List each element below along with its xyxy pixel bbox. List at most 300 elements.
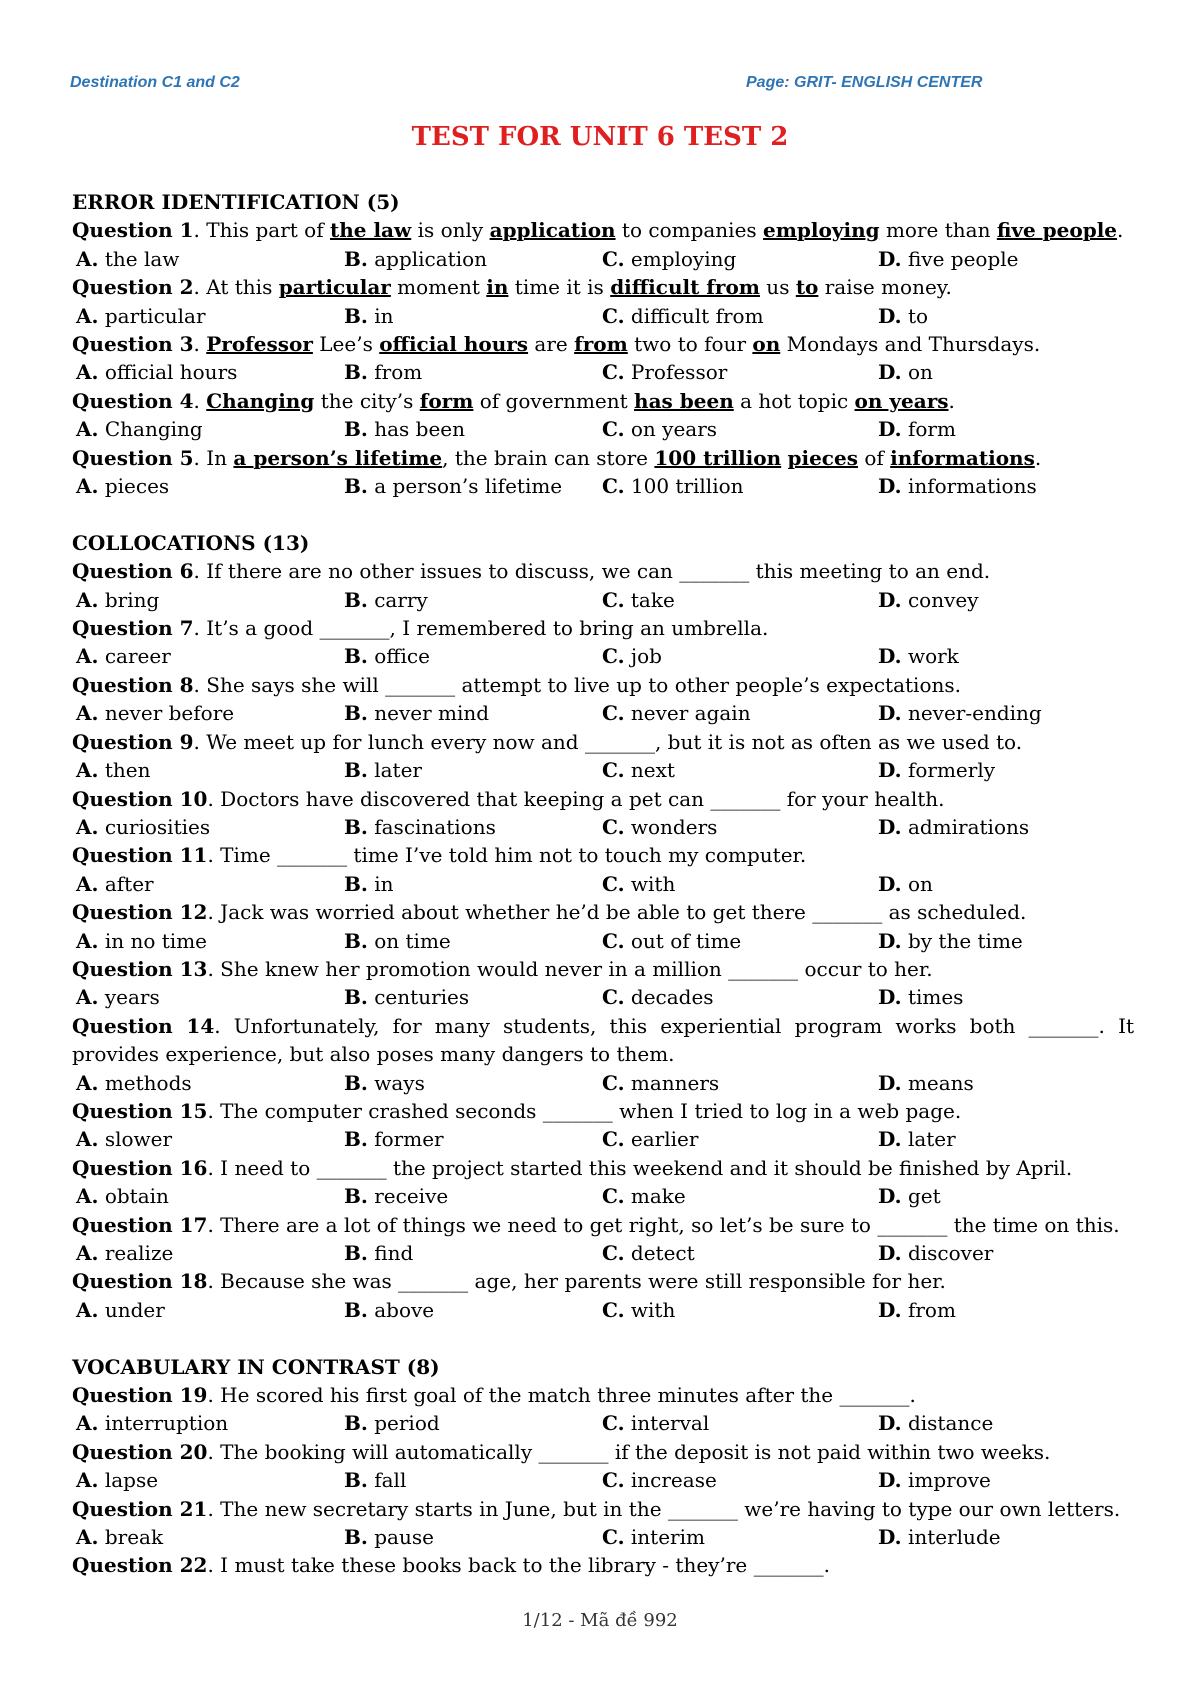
underlined-segment: on years [854, 388, 949, 413]
answer-option [878, 870, 1128, 898]
question-stem [72, 1267, 1134, 1295]
question-stem [72, 1495, 1134, 1523]
option-text: in [367, 871, 394, 896]
question-text: us [759, 275, 796, 300]
answer-options [72, 1239, 1134, 1267]
option-text: lapse [98, 1468, 159, 1493]
answer-option [72, 415, 344, 443]
question-stem [72, 1381, 1134, 1409]
answer-option [602, 927, 878, 955]
question-stem [72, 1551, 1134, 1579]
option-key: B. [344, 758, 368, 783]
option-text: never again [624, 701, 751, 726]
option-key: A. [76, 1184, 99, 1209]
option-text: then [98, 758, 151, 783]
question-stem [72, 671, 1134, 699]
underlined-segment: difficult from [610, 275, 760, 300]
option-key: D. [878, 871, 902, 896]
answer-option [878, 1523, 1128, 1551]
question-label: Question 21 [72, 1496, 208, 1521]
question-text: . [1034, 445, 1042, 470]
option-text: obtain [98, 1184, 169, 1209]
option-key: B. [344, 1411, 368, 1436]
answer-option [344, 756, 602, 784]
option-key: A. [76, 1411, 99, 1436]
option-key: B. [344, 1070, 368, 1095]
answer-option [878, 302, 1128, 330]
answer-option [878, 1182, 1128, 1210]
answer-option [72, 358, 344, 386]
question-text: . Unfortunately, for many students, this experiential program works both _______. It provides experience, but also poses many dangers to them. [72, 1013, 1135, 1067]
option-text: detect [624, 1241, 695, 1266]
answer-option [344, 983, 602, 1011]
option-text: by the time [901, 928, 1023, 953]
option-key: C. [602, 1070, 625, 1095]
answer-option [72, 642, 344, 670]
answer-option [72, 472, 344, 500]
option-text: pause [367, 1525, 434, 1550]
option-key: B. [344, 1525, 368, 1550]
answer-options [72, 642, 1134, 670]
option-key: B. [344, 1184, 368, 1209]
option-key: A. [76, 1297, 99, 1322]
option-key: A. [76, 246, 99, 271]
answer-option [878, 813, 1128, 841]
option-text: bring [98, 587, 160, 612]
answer-option [602, 1409, 878, 1437]
answer-option [72, 756, 344, 784]
option-key: C. [602, 985, 625, 1010]
option-key: C. [602, 1411, 625, 1436]
option-key: D. [878, 701, 902, 726]
answer-options [72, 245, 1134, 273]
option-key: C. [602, 871, 625, 896]
answer-option [344, 1182, 602, 1210]
option-key: B. [344, 303, 368, 328]
question-text: . [193, 332, 207, 357]
option-key: C. [602, 644, 625, 669]
option-text: on [901, 871, 933, 896]
answer-option [344, 1409, 602, 1437]
question-text: . We meet up for lunch every now and _______, but it is not as often as we used to. [193, 729, 1023, 754]
option-key: C. [602, 701, 625, 726]
answer-option [72, 870, 344, 898]
question-text: to companies [615, 218, 764, 243]
option-text: the law [98, 246, 180, 271]
option-key: B. [344, 871, 368, 896]
option-key: D. [878, 814, 902, 839]
underlined-segment: form [419, 388, 474, 413]
answer-option [344, 415, 602, 443]
answer-option [72, 1296, 344, 1324]
option-key: A. [76, 644, 99, 669]
answer-option [602, 1466, 878, 1494]
answer-option [344, 1523, 602, 1551]
option-key: B. [344, 644, 368, 669]
answer-option [878, 1125, 1128, 1153]
option-key: D. [878, 1525, 902, 1550]
option-key: A. [76, 587, 99, 612]
answer-option [878, 927, 1128, 955]
question-text: . The new secretary starts in June, but in the _______ we’re having to type our own letters. [207, 1496, 1121, 1521]
underlined-segment: particular [278, 275, 391, 300]
answer-option [72, 1239, 344, 1267]
option-text: never-ending [901, 701, 1042, 726]
underlined-segment: in [486, 275, 509, 300]
section-heading: ERROR IDENTIFICATION (5) [72, 190, 400, 214]
answer-option [602, 1182, 878, 1210]
underlined-segment: Changing [206, 388, 315, 413]
question-stem [72, 955, 1134, 983]
question-text: of [857, 445, 891, 470]
option-text: fascinations [367, 814, 496, 839]
option-text: take [624, 587, 675, 612]
question-text: . [1117, 218, 1124, 243]
answer-option [344, 927, 602, 955]
answer-option [602, 642, 878, 670]
question-stem [72, 387, 1134, 415]
question-stem [72, 1154, 1134, 1182]
question-text: . It’s a good _______, I remembered to bring an umbrella. [193, 616, 769, 641]
answer-option [878, 756, 1128, 784]
option-text: official hours [98, 360, 238, 385]
question-label: Question 7 [72, 616, 194, 641]
underlined-segment: application [489, 218, 616, 243]
option-key: D. [878, 1127, 902, 1152]
option-text: office [367, 644, 430, 669]
answer-option [602, 756, 878, 784]
option-key: A. [76, 417, 99, 442]
option-text: on years [624, 417, 718, 442]
option-key: A. [76, 701, 99, 726]
option-text: employing [624, 246, 737, 271]
option-text: application [367, 246, 488, 271]
option-key: D. [878, 303, 902, 328]
option-key: D. [878, 1184, 902, 1209]
option-key: D. [878, 587, 902, 612]
answer-options [72, 1466, 1134, 1494]
answer-option [72, 927, 344, 955]
header-left: Destination C1 and C2 [70, 74, 240, 91]
question-text: time it is [508, 275, 611, 300]
question-stem [72, 1438, 1134, 1466]
option-text: increase [624, 1468, 717, 1493]
option-text: particular [98, 303, 206, 328]
option-text: later [367, 758, 422, 783]
question-text: . Jack was worried about whether he’d be able to get there _______ as scheduled. [207, 900, 1027, 925]
answer-option [72, 1182, 344, 1210]
question-text: of government [473, 388, 635, 413]
question-text: . This part of [193, 218, 330, 243]
answer-options [72, 1125, 1134, 1153]
question-label: Question 1 [72, 218, 194, 243]
option-key: B. [344, 417, 368, 442]
option-text: Professor [624, 360, 728, 385]
question-label: Question 2 [72, 275, 194, 300]
question-stem [72, 1097, 1134, 1125]
question-stem [72, 841, 1134, 869]
question-label: Question 11 [72, 843, 208, 868]
option-key: C. [602, 1297, 625, 1322]
option-key: B. [344, 701, 368, 726]
answer-options [72, 358, 1134, 386]
underlined-segment: five people [996, 218, 1118, 243]
option-key: A. [76, 1241, 99, 1266]
question-label: Question 4 [72, 388, 194, 413]
answer-option [344, 472, 602, 500]
option-key: B. [344, 587, 368, 612]
option-text: with [624, 871, 676, 896]
option-key: A. [76, 871, 99, 896]
option-key: B. [344, 1468, 368, 1493]
section-heading: COLLOCATIONS (13) [72, 530, 310, 555]
option-text: make [624, 1184, 686, 1209]
question-stem [72, 614, 1134, 642]
answer-option [878, 415, 1128, 443]
option-text: Changing [98, 417, 203, 442]
option-text: period [367, 1411, 440, 1436]
answer-option [344, 586, 602, 614]
option-key: D. [878, 1241, 902, 1266]
answer-option [72, 1069, 344, 1097]
answer-option [72, 1466, 344, 1494]
option-key: C. [602, 814, 625, 839]
answer-options [72, 813, 1134, 841]
answer-options [72, 870, 1134, 898]
answer-option [602, 1523, 878, 1551]
option-key: D. [878, 928, 902, 953]
answer-option [602, 415, 878, 443]
option-key: A. [76, 360, 99, 385]
answer-options [72, 1182, 1134, 1210]
option-key: C. [602, 928, 625, 953]
option-key: D. [878, 1070, 902, 1095]
option-text: carry [367, 587, 428, 612]
option-key: A. [76, 474, 99, 499]
underlined-segment: 100 trillion [654, 445, 782, 470]
question-text: more than [879, 218, 997, 243]
question-text: . At this [193, 275, 279, 300]
question-label: Question 10 [72, 786, 208, 811]
option-key: B. [344, 985, 368, 1010]
option-text: interim [624, 1525, 705, 1550]
answer-option [344, 1296, 602, 1324]
option-text: never before [98, 701, 235, 726]
answer-option [878, 245, 1128, 273]
answer-option [602, 302, 878, 330]
option-text: 100 trillion [624, 474, 744, 499]
underlined-segment: pieces [787, 445, 858, 470]
option-text: realize [98, 1241, 174, 1266]
answer-option [344, 1466, 602, 1494]
option-text: break [98, 1525, 164, 1550]
option-key: D. [878, 246, 902, 271]
answer-options [72, 983, 1134, 1011]
option-text: centuries [367, 985, 470, 1010]
answer-option [72, 302, 344, 330]
option-key: B. [344, 1127, 368, 1152]
option-key: B. [344, 246, 368, 271]
option-key: B. [344, 474, 368, 499]
answer-options [72, 756, 1134, 784]
option-key: C. [602, 1525, 625, 1550]
question-text: . Doctors have discovered that keeping a pet can _______ for your health. [207, 786, 945, 811]
option-key: B. [344, 1241, 368, 1266]
option-text: find [367, 1241, 414, 1266]
option-text: distance [901, 1411, 994, 1436]
question-text: Mondays and Thursdays. [780, 332, 1041, 357]
answer-options [72, 472, 1134, 500]
section-spacer [72, 1324, 1134, 1352]
question-label: Question 9 [72, 729, 194, 754]
option-text: times [901, 985, 964, 1010]
answer-option [602, 472, 878, 500]
question-stem [72, 1211, 1134, 1239]
answer-options [72, 927, 1134, 955]
answer-option [602, 586, 878, 614]
answer-option [878, 1409, 1128, 1437]
question-label: Question 13 [72, 956, 208, 981]
option-text: years [98, 985, 160, 1010]
option-text: a person’s lifetime [367, 474, 563, 499]
question-text: . In [193, 445, 234, 470]
option-key: C. [602, 360, 625, 385]
question-text: . There are a lot of things we need to get right, so let’s be sure to _______ the time on this. [207, 1212, 1120, 1237]
option-text: has been [367, 417, 466, 442]
option-key: D. [878, 1411, 902, 1436]
answer-option [878, 1466, 1128, 1494]
answer-option [344, 358, 602, 386]
answer-options [72, 302, 1134, 330]
option-text: out of time [624, 928, 742, 953]
answer-options [72, 586, 1134, 614]
question-label: Question 17 [72, 1212, 208, 1237]
question-label: Question 20 [72, 1439, 208, 1464]
option-key: C. [602, 246, 625, 271]
underlined-segment: employing [763, 218, 880, 243]
option-key: A. [76, 1468, 99, 1493]
option-text: former [367, 1127, 444, 1152]
answer-option [878, 586, 1128, 614]
option-text: with [624, 1297, 676, 1322]
option-text: after [98, 871, 154, 896]
page-title: TEST FOR UNIT 6 TEST 2 [411, 122, 789, 152]
underlined-segment: the law [329, 218, 412, 243]
answer-option [344, 699, 602, 727]
question-label: Question 5 [72, 445, 194, 470]
question-stem [72, 898, 1134, 926]
option-text: in [367, 303, 394, 328]
answer-option [878, 983, 1128, 1011]
answer-option [602, 983, 878, 1011]
option-text: five people [901, 246, 1019, 271]
question-label: Question 19 [72, 1383, 208, 1408]
underlined-segment: has been [634, 388, 734, 413]
answer-option [878, 699, 1128, 727]
option-text: from [901, 1297, 956, 1322]
option-key: C. [602, 1127, 625, 1152]
answer-option [72, 586, 344, 614]
option-text: later [901, 1127, 956, 1152]
option-key: D. [878, 474, 902, 499]
answer-option [72, 1523, 344, 1551]
option-text: interval [624, 1411, 710, 1436]
answer-option [878, 1296, 1128, 1324]
question-label: Question 16 [72, 1155, 208, 1180]
option-text: curiosities [98, 814, 211, 839]
option-text: never mind [367, 701, 490, 726]
option-text: receive [367, 1184, 449, 1209]
answer-option [602, 813, 878, 841]
option-key: D. [878, 985, 902, 1010]
section-heading: VOCABULARY IN CONTRAST (8) [72, 1354, 440, 1379]
answer-option [72, 813, 344, 841]
answer-options [72, 415, 1134, 443]
answer-option [344, 813, 602, 841]
option-text: decades [624, 985, 714, 1010]
answer-options [72, 699, 1134, 727]
option-text: slower [98, 1127, 173, 1152]
question-text: . [948, 388, 955, 413]
answer-option [602, 1239, 878, 1267]
question-label: Question 15 [72, 1098, 208, 1123]
option-key: D. [878, 360, 902, 385]
answer-option [72, 699, 344, 727]
question-text: . He scored his first goal of the match three minutes after the _______. [207, 1383, 916, 1408]
question-label: Question 12 [72, 900, 208, 925]
option-text: job [624, 644, 662, 669]
question-text: . Time _______ time I’ve told him not to touch my computer. [207, 843, 807, 868]
option-text: fall [367, 1468, 407, 1493]
question-text: . I must take these books back to the library - they’re _______. [207, 1553, 830, 1578]
option-text: in no time [98, 928, 207, 953]
section-spacer [72, 500, 1134, 528]
header-right: Page: GRIT- ENGLISH CENTER [746, 74, 983, 91]
option-text: from [367, 360, 423, 385]
question-label: Question 14 [72, 1013, 215, 1038]
option-key: B. [344, 1297, 368, 1322]
option-text: discover [901, 1241, 994, 1266]
question-stem [72, 785, 1134, 813]
answer-option [602, 1296, 878, 1324]
question-text: . She knew her promotion would never in a million _______ occur to her. [207, 956, 933, 981]
option-key: C. [602, 758, 625, 783]
option-text: informations [901, 474, 1037, 499]
answer-option [602, 699, 878, 727]
answer-option [344, 302, 602, 330]
option-key: A. [76, 1070, 99, 1095]
answer-option [602, 358, 878, 386]
question-text: Lee’s [312, 332, 380, 357]
question-stem [72, 216, 1134, 244]
question-text: is only [411, 218, 490, 243]
option-key: B. [344, 360, 368, 385]
option-text: formerly [901, 758, 996, 783]
answer-option [602, 1069, 878, 1097]
underlined-segment: from [574, 332, 628, 357]
option-text: interlude [901, 1525, 1001, 1550]
question-text: . I need to _______ the project started this weekend and it should be finished by April. [207, 1155, 1073, 1180]
option-key: A. [76, 928, 99, 953]
option-key: D. [878, 644, 902, 669]
option-text: to [901, 303, 929, 328]
underlined-segment: a person’s lifetime [233, 445, 443, 470]
answer-option [72, 245, 344, 273]
option-text: interruption [98, 1411, 229, 1436]
option-text: means [901, 1070, 974, 1095]
question-text: are [528, 332, 575, 357]
page-footer: 1/12 - Mã đề 992 [522, 1610, 678, 1631]
